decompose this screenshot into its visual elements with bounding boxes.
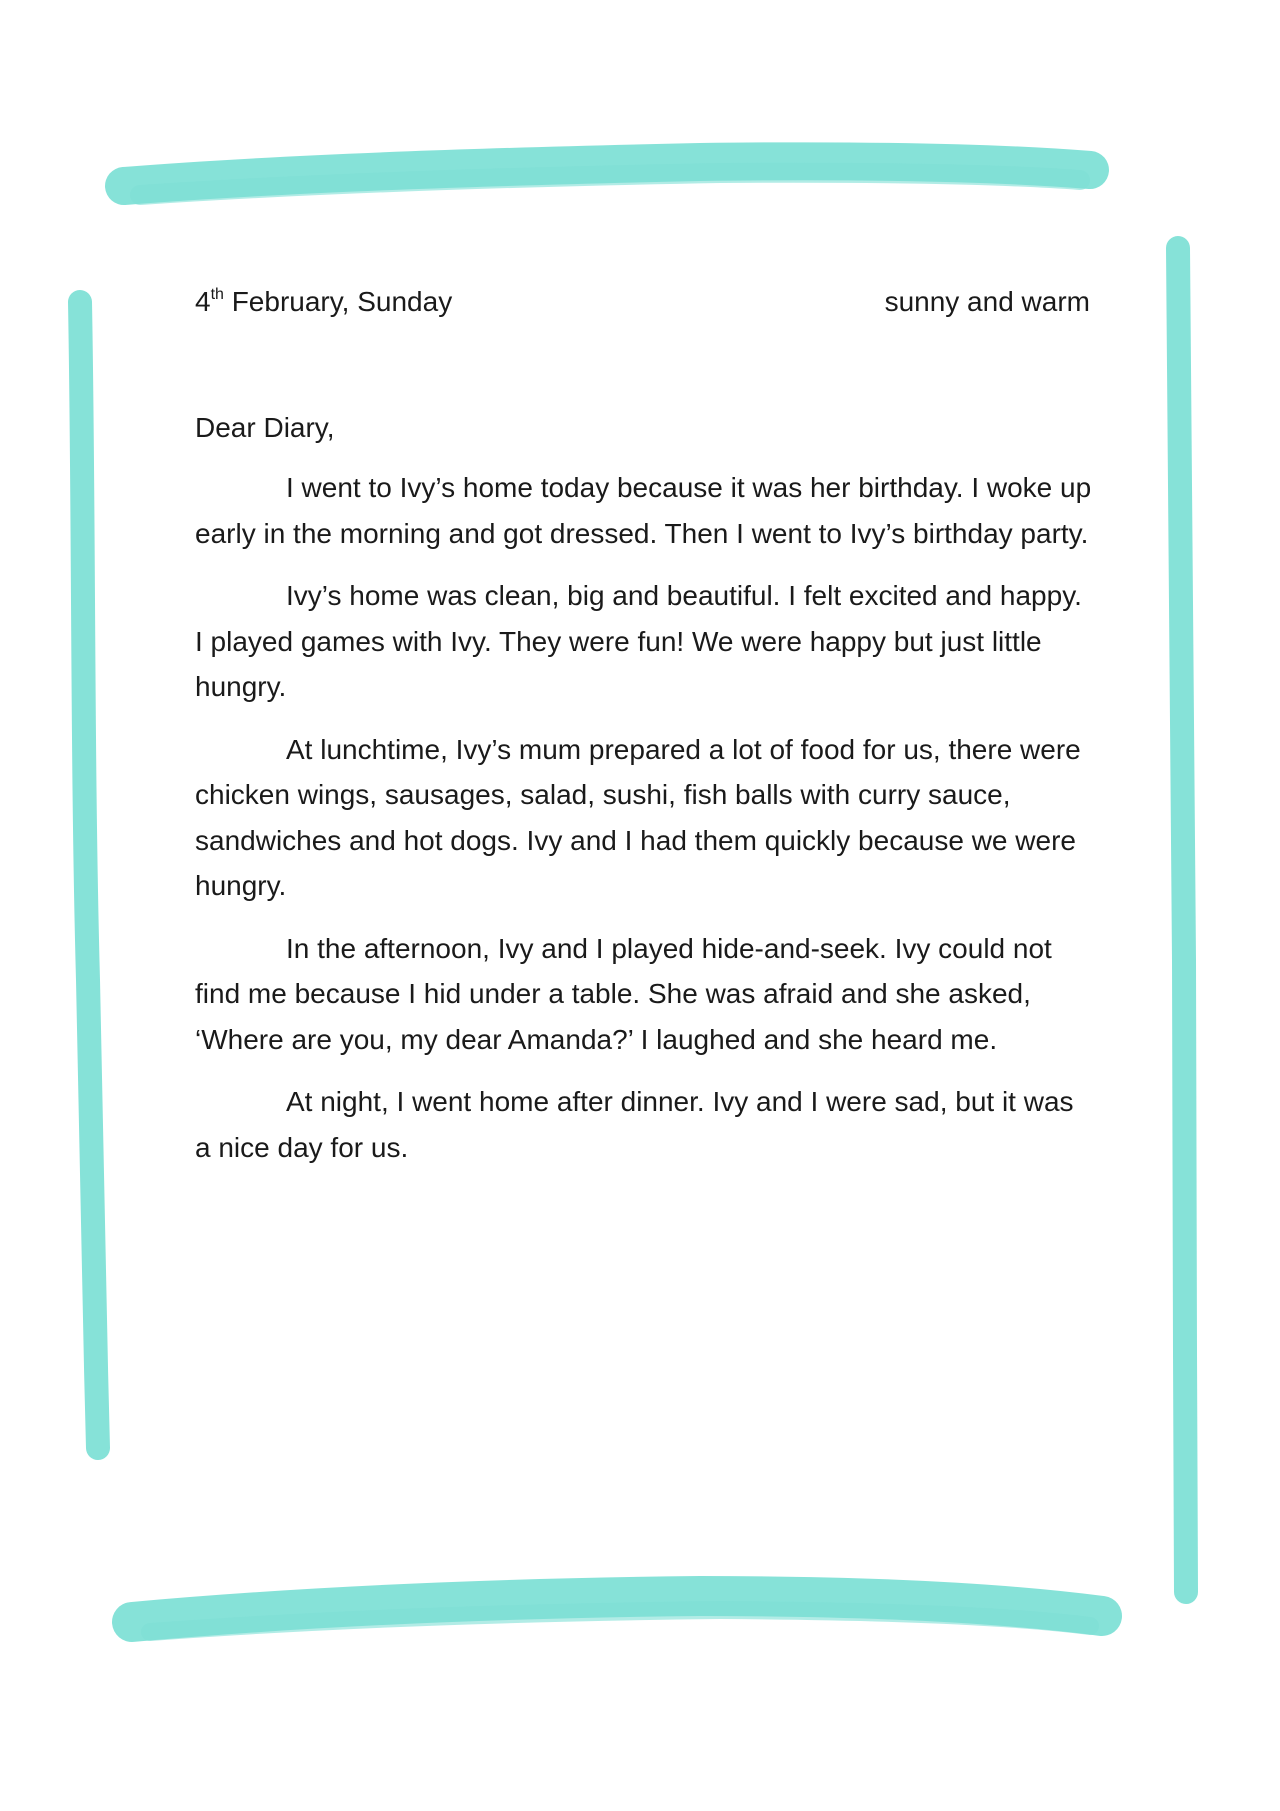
diary-paragraph: In the afternoon, Ivy and I played hide-and-seek. Ivy could not find me because I hid under a table. She was afraid and she asked, ‘Where are you, my dear Amanda?’ I laughed and she heard me. (195, 932, 1052, 1055)
date-day: 4 (195, 286, 211, 317)
diary-date (195, 282, 452, 322)
date-month-weekday: February, Sunday (223, 286, 453, 317)
right-brush-stroke (1178, 248, 1186, 1592)
diary-paragraph: Ivy’s home was clean, big and beautiful. I felt excited and happy. I played games with Ivy. They were fun! We were happy but just little hungry. (195, 580, 1082, 702)
date-ordinal-suffix: th (210, 286, 224, 303)
diary-paragraph: At lunchtime, Ivy’s mum prepared a lot of food for us, there were chicken wings, sausages, salad, sushi, fish balls with curry sauce, sandwiches and hot dogs. Ivy and I had them quickly because we were hungry. (195, 733, 1081, 901)
diary-header (195, 282, 1090, 322)
diary-paragraph: At night, I went home after dinner. Ivy and I were sad, but it was a nice day for us. (195, 1086, 1074, 1163)
diary-paragraph: I went to Ivy’s home today because it was her birthday. I woke up early in the morning and got dressed. Then I went to Ivy’s birthday party. (195, 472, 1092, 549)
diary-weather: sunny and warm (884, 286, 1090, 317)
diary-salutation: Dear Diary, (195, 412, 335, 443)
left-brush-stroke (80, 302, 98, 1448)
diary-entry (195, 408, 1095, 1187)
